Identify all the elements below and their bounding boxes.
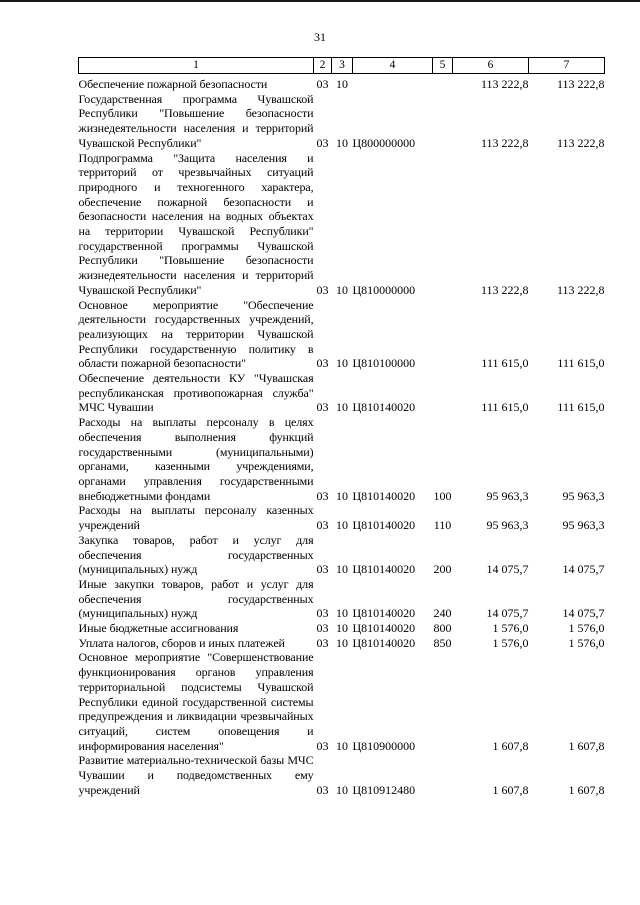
cell-target-article: Ц810140020 <box>352 400 416 415</box>
cell-section: 03 <box>316 738 329 753</box>
table-row <box>79 298 605 372</box>
cell-name: Государственная программа Чувашской Республики "Повышение безопасности жизнедеятельности населения и территорий Чувашской Республики" <box>78 91 314 150</box>
cell-section: 03 <box>316 282 329 297</box>
cell-target-article: Ц810100000 <box>352 356 416 371</box>
cell-subsection: 10 <box>336 488 348 503</box>
table-row <box>79 151 605 298</box>
cell-subsection: 10 <box>336 562 348 577</box>
cell-expense-type <box>433 753 453 797</box>
cell-name: Развитие материально-технической базы МЧС Чувашии и подведомственных ему учреждений <box>78 753 314 797</box>
cell-section: 03 <box>316 782 329 797</box>
table-body <box>79 74 605 798</box>
table-row <box>79 753 605 797</box>
table-row <box>79 621 605 636</box>
cell-amount-col7: 1 607,8 <box>568 782 605 797</box>
table-row <box>79 503 605 532</box>
cell-subsection: 10 <box>336 400 348 415</box>
cell-subsection: 10 <box>336 606 348 621</box>
column-header-4: 4 <box>353 58 433 74</box>
cell-amount-col7: 14 075,7 <box>562 606 605 621</box>
cell-subsection: 10 <box>336 782 348 797</box>
cell-amount-col6: 113 222,8 <box>480 282 529 297</box>
cell-expense-type <box>433 92 453 151</box>
cell-target-article: Ц810000000 <box>352 282 416 297</box>
cell-target-article: Ц810140020 <box>352 606 416 621</box>
cell-amount-col7: 113 222,8 <box>556 135 605 150</box>
cell-subsection: 10 <box>336 635 348 650</box>
cell-amount-col7: 111 615,0 <box>557 400 605 415</box>
cell-amount-col7: 111 615,0 <box>557 356 605 371</box>
cell-target-article <box>353 74 433 92</box>
cell-expense-type <box>433 298 453 372</box>
budget-table <box>78 57 605 797</box>
cell-name: Расходы на выплаты персоналу казенных учреждений <box>78 503 314 533</box>
cell-amount-col6: 111 615,0 <box>481 356 529 371</box>
cell-subsection: 10 <box>336 621 348 636</box>
column-header-5: 5 <box>433 58 453 74</box>
cell-name: Закупка товаров, работ и услуг для обеспечения государственных (муниципальных) нужд <box>78 532 314 577</box>
cell-amount-col7: 113 222,8 <box>556 77 605 91</box>
cell-expense-type: 100 <box>433 488 452 503</box>
cell-section: 03 <box>316 606 329 621</box>
table-row <box>79 577 605 621</box>
cell-amount-col6: 14 075,7 <box>486 562 529 577</box>
column-header-1: 1 <box>79 58 314 74</box>
cell-amount-col7: 14 075,7 <box>562 562 605 577</box>
cell-target-article: Ц810140020 <box>352 488 416 503</box>
cell-expense-type: 240 <box>433 606 452 621</box>
cell-expense-type: 850 <box>433 635 452 650</box>
cell-section: 03 <box>316 77 329 91</box>
cell-section: 03 <box>316 135 329 150</box>
cell-amount-col6: 95 963,3 <box>486 488 529 503</box>
scan-artifact-line <box>0 0 640 2</box>
cell-name: Иные закупки товаров, работ и услуг для обеспечения государственных (муниципальных) нужд <box>78 576 314 621</box>
table-row <box>79 650 605 753</box>
column-header-6: 6 <box>453 58 529 74</box>
table-row <box>79 415 605 503</box>
cell-subsection: 10 <box>336 738 348 753</box>
cell-expense-type <box>433 151 453 298</box>
cell-section: 03 <box>316 635 329 650</box>
cell-amount-col6: 111 615,0 <box>481 400 529 415</box>
column-header-7: 7 <box>529 58 605 74</box>
cell-expense-type <box>433 74 453 92</box>
cell-target-article: Ц810140020 <box>352 635 416 650</box>
cell-subsection: 10 <box>336 356 348 371</box>
cell-amount-col6: 1 576,0 <box>492 635 529 650</box>
cell-amount-col7: 95 963,3 <box>562 518 605 533</box>
cell-name: Уплата налогов, сборов и иных платежей <box>78 635 285 650</box>
table-row <box>79 74 605 92</box>
cell-name: Основное мероприятие "Обеспечение деятельности государственных учреждений, реализующих на территории Чувашской Республики государственную политику в области пожарной безопасности" <box>78 297 314 371</box>
cell-amount-col6: 1 607,8 <box>492 782 529 797</box>
cell-section: 03 <box>316 518 329 533</box>
cell-target-article: Ц810900000 <box>352 738 416 753</box>
cell-subsection: 10 <box>336 518 348 533</box>
cell-section: 03 <box>316 621 329 636</box>
cell-amount-col6: 95 963,3 <box>486 518 529 533</box>
cell-target-article: Ц800000000 <box>352 135 416 150</box>
cell-amount-col7: 1 576,0 <box>568 621 605 636</box>
cell-target-article: Ц810140020 <box>352 621 416 636</box>
cell-subsection: 10 <box>336 282 348 297</box>
cell-name: Подпрограмма "Защита населения и территорий от чрезвычайных ситуаций природного и техногенного характера, обеспечение пожарной безопасности и безопасности населения на водных объектах на территории Чувашской Республики" государственной программы Чувашской Республики "Повышение безопасности жизнедеятельности населения и территорий Чувашской Республики" <box>78 150 314 297</box>
cell-section: 03 <box>316 562 329 577</box>
cell-section: 03 <box>316 400 329 415</box>
cell-amount-col6: 1 607,8 <box>492 738 529 753</box>
cell-amount-col7: 95 963,3 <box>562 488 605 503</box>
cell-target-article: Ц810912480 <box>352 782 416 797</box>
cell-subsection: 10 <box>336 77 348 91</box>
cell-amount-col7: 1 576,0 <box>568 635 605 650</box>
cell-amount-col6: 113 222,8 <box>480 135 529 150</box>
cell-amount-col6: 113 222,8 <box>480 77 529 91</box>
cell-amount-col7: 113 222,8 <box>556 282 605 297</box>
cell-expense-type: 110 <box>433 518 452 533</box>
cell-name: Основное мероприятие "Совершенствование функционирования органов управления территориальной подсистемы Чувашской Республики единой государственной системы предупреждения и ликвидации чрезвычайных ситуаций, систем оповещения и информирования населения" <box>78 650 314 753</box>
cell-amount-col6: 14 075,7 <box>486 606 529 621</box>
page-number: 31 <box>314 30 326 44</box>
table-row <box>79 92 605 151</box>
cell-target-article: Ц810140020 <box>352 562 416 577</box>
cell-name: Обеспечение пожарной безопасности <box>78 77 268 91</box>
cell-target-article: Ц810140020 <box>352 518 416 533</box>
table-row <box>79 533 605 577</box>
cell-section: 03 <box>316 488 329 503</box>
cell-expense-type: 800 <box>433 621 452 636</box>
cell-name: Расходы на выплаты персоналу в целях обеспечения выполнения функций государственными (муниципальными) органами, казенными учреждениями, органами управления государственными внебюджетными фондами <box>78 415 314 503</box>
table-header-row <box>79 58 605 74</box>
table-row <box>79 371 605 415</box>
cell-section: 03 <box>316 356 329 371</box>
cell-name: Обеспечение деятельности КУ "Чувашская республиканская противопожарная служба" МЧС Чувашии <box>78 371 314 415</box>
cell-expense-type: 200 <box>433 562 452 577</box>
column-header-2: 2 <box>314 58 332 74</box>
cell-expense-type <box>433 650 453 753</box>
cell-amount-col7: 1 607,8 <box>568 738 605 753</box>
table-row <box>79 636 605 651</box>
column-header-3: 3 <box>332 58 353 74</box>
cell-name: Иные бюджетные ассигнования <box>78 621 239 636</box>
cell-subsection: 10 <box>336 135 348 150</box>
cell-amount-col6: 1 576,0 <box>492 621 529 636</box>
cell-expense-type <box>433 371 453 415</box>
